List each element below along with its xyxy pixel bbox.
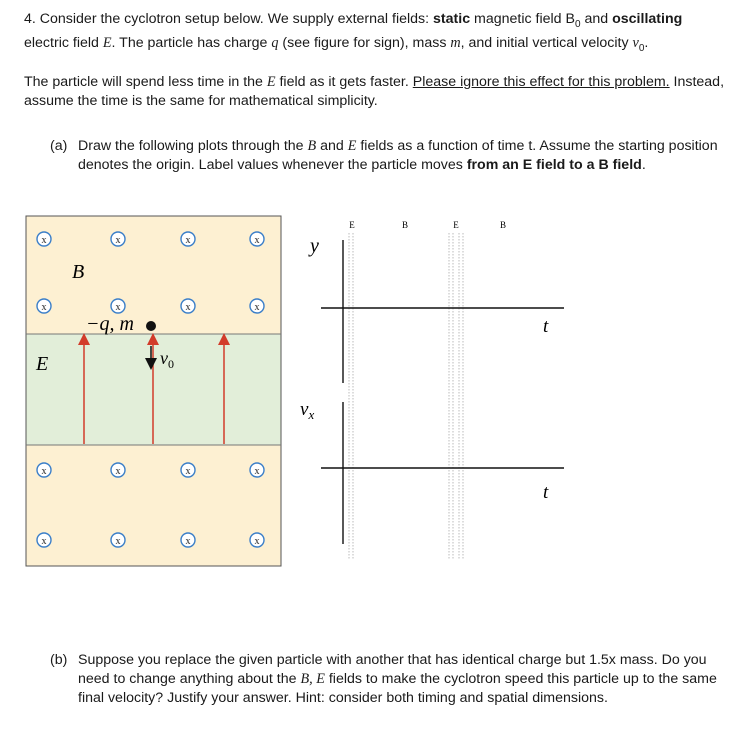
svg-text:x: x [185,235,191,246]
label-e: E [36,353,49,375]
svg-text:B: B [499,220,507,230]
svg-text:x: x [41,466,47,477]
particle [146,321,156,331]
cyclotron-diagram [26,216,281,566]
part-a-label: (a) [50,138,68,154]
svg-text:x: x [185,536,191,547]
svg-text:B: B [401,220,409,230]
motion-plots [300,220,564,560]
svg-text:x: x [115,302,121,313]
b-region-bottom [26,445,281,566]
t-label-top: t [543,316,549,337]
svg-text:x: x [115,235,121,246]
svg-text:x: x [185,302,191,313]
label-b: B [72,261,85,283]
svg-text:E: E [453,220,459,230]
svg-text:x: x [254,235,260,246]
vx-axis-label: $v_x$ [300,399,315,422]
svg-text:x: x [41,302,47,313]
svg-text:x: x [254,466,260,477]
part-a-text: Draw the following plots through the B and E fields as a function of time t. Assume the starting position denotes the origin. Label values whenever the particle moves from an E field to a B field. [78,138,718,173]
b-region-top [26,216,281,334]
region-labels [349,220,506,230]
svg-text:x: x [115,536,121,547]
svg-text:x: x [41,235,47,246]
region-guides [349,233,463,560]
svg-text:x: x [41,536,47,547]
t-label-bottom: t [543,482,549,503]
question-intro: 4. Consider the cyclotron setup below. We supply external fields: static magnetic field $B_0$ and oscillating electric field E. The particle has charge q (see figure for sign), mass m, and initial vertical velocity $v_0$. [24,11,683,54]
question-note: The particle will spend less time in the E field as it gets faster. Please ignore this effect for this problem. Instead, assume the time is the same for mathematical simplicity. [24,74,725,109]
svg-text:x: x [185,466,191,477]
svg-text:x: x [254,536,260,547]
part-b-text: Suppose you replace the given particle with another that has identical charge but 1.5x mass. Do you need to change anything about the B, E fields to make the cyclotron speed this particle up to the same final velocity? Justify your answer. Hint: consider both timing and spatial dimensions. [78,652,717,706]
particle-label: −q, m [86,313,134,335]
ignore-note: Please ignore this effect for this problem. [412,74,670,90]
svg-text:x: x [254,302,260,313]
svg-text:E: E [349,220,355,230]
y-axis-label: y [310,235,319,257]
part-b-label: (b) [50,652,68,668]
velocity-label: $v_0$ [160,348,174,371]
svg-text:x: x [115,466,121,477]
